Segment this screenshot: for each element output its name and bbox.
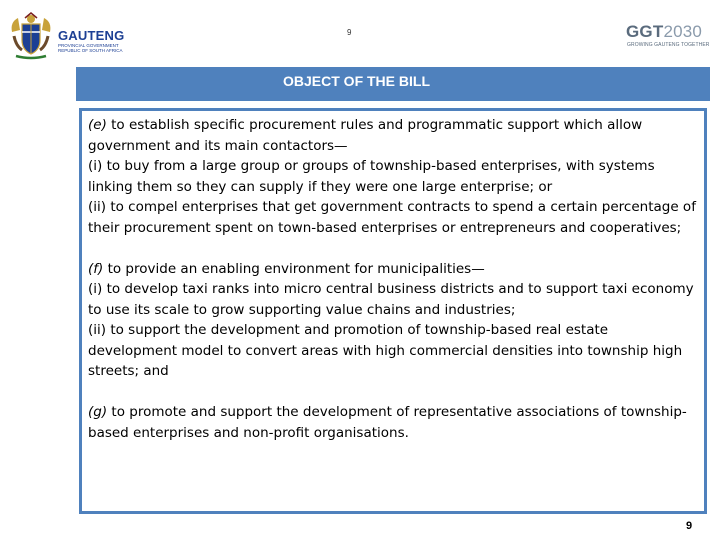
ggt-letters: GGT (626, 22, 664, 41)
clause-f-letter: (f) (88, 260, 104, 277)
ggt-year: 2030 (663, 22, 703, 41)
ggt2030-wordmark (626, 22, 702, 42)
clause-e-i: (i) to buy from a large group or groups of township-based enterprises, with systems linking them so they can supply if they were one large enterprise; or (88, 158, 655, 195)
clause-g-text: to promote and support the development of representative associations of township-based enterprises and non-profit organisations. (88, 404, 687, 441)
clause-g (88, 402, 700, 443)
gauteng-wordmark: GAUTENG (58, 28, 125, 43)
slide-title: OBJECT OF THE BILL (283, 73, 430, 89)
clause-f-ii: (ii) to support the development and promotion of township-based real estate development model to convert areas with high commercial densities into township high streets; and (88, 322, 683, 379)
paragraph-spacer (88, 238, 700, 259)
clause-g-letter: (g) (88, 404, 108, 420)
clause-f-i: (i) to develop taxi ranks into micro central business districts and to support taxi economy to use its scale to grow supporting value chains and industries; (88, 281, 694, 318)
footer-page-number: 9 (686, 520, 693, 532)
gauteng-subtitle: PROVINCIAL GOVERNMENT REPUBLIC OF SOUTH AFRICA (58, 43, 123, 53)
header-page-number: 9 (347, 28, 352, 37)
paragraph-spacer (88, 382, 700, 403)
ggt2030-tagline: GROWING GAUTENG TOGETHER (627, 42, 710, 48)
clause-f (88, 259, 700, 280)
ggt2030-logo (626, 22, 710, 52)
coat-of-arms-icon (8, 12, 54, 60)
clause-e-text: to establish specific procurement rules and programmatic support which allow government and its main contactors— (88, 117, 643, 154)
clause-e-ii: (ii) to compel enterprises that get government contracts to spend a certain percentage of their procurement spent on town-based enterprises or entrepreneurs and cooperatives; (88, 199, 696, 236)
bill-objects-text (88, 115, 700, 443)
clause-e (88, 115, 700, 156)
clause-e-letter: (e) (88, 117, 107, 133)
clause-f-text: to provide an enabling environment for municipalities— (103, 260, 485, 277)
gauteng-logo (8, 10, 125, 62)
